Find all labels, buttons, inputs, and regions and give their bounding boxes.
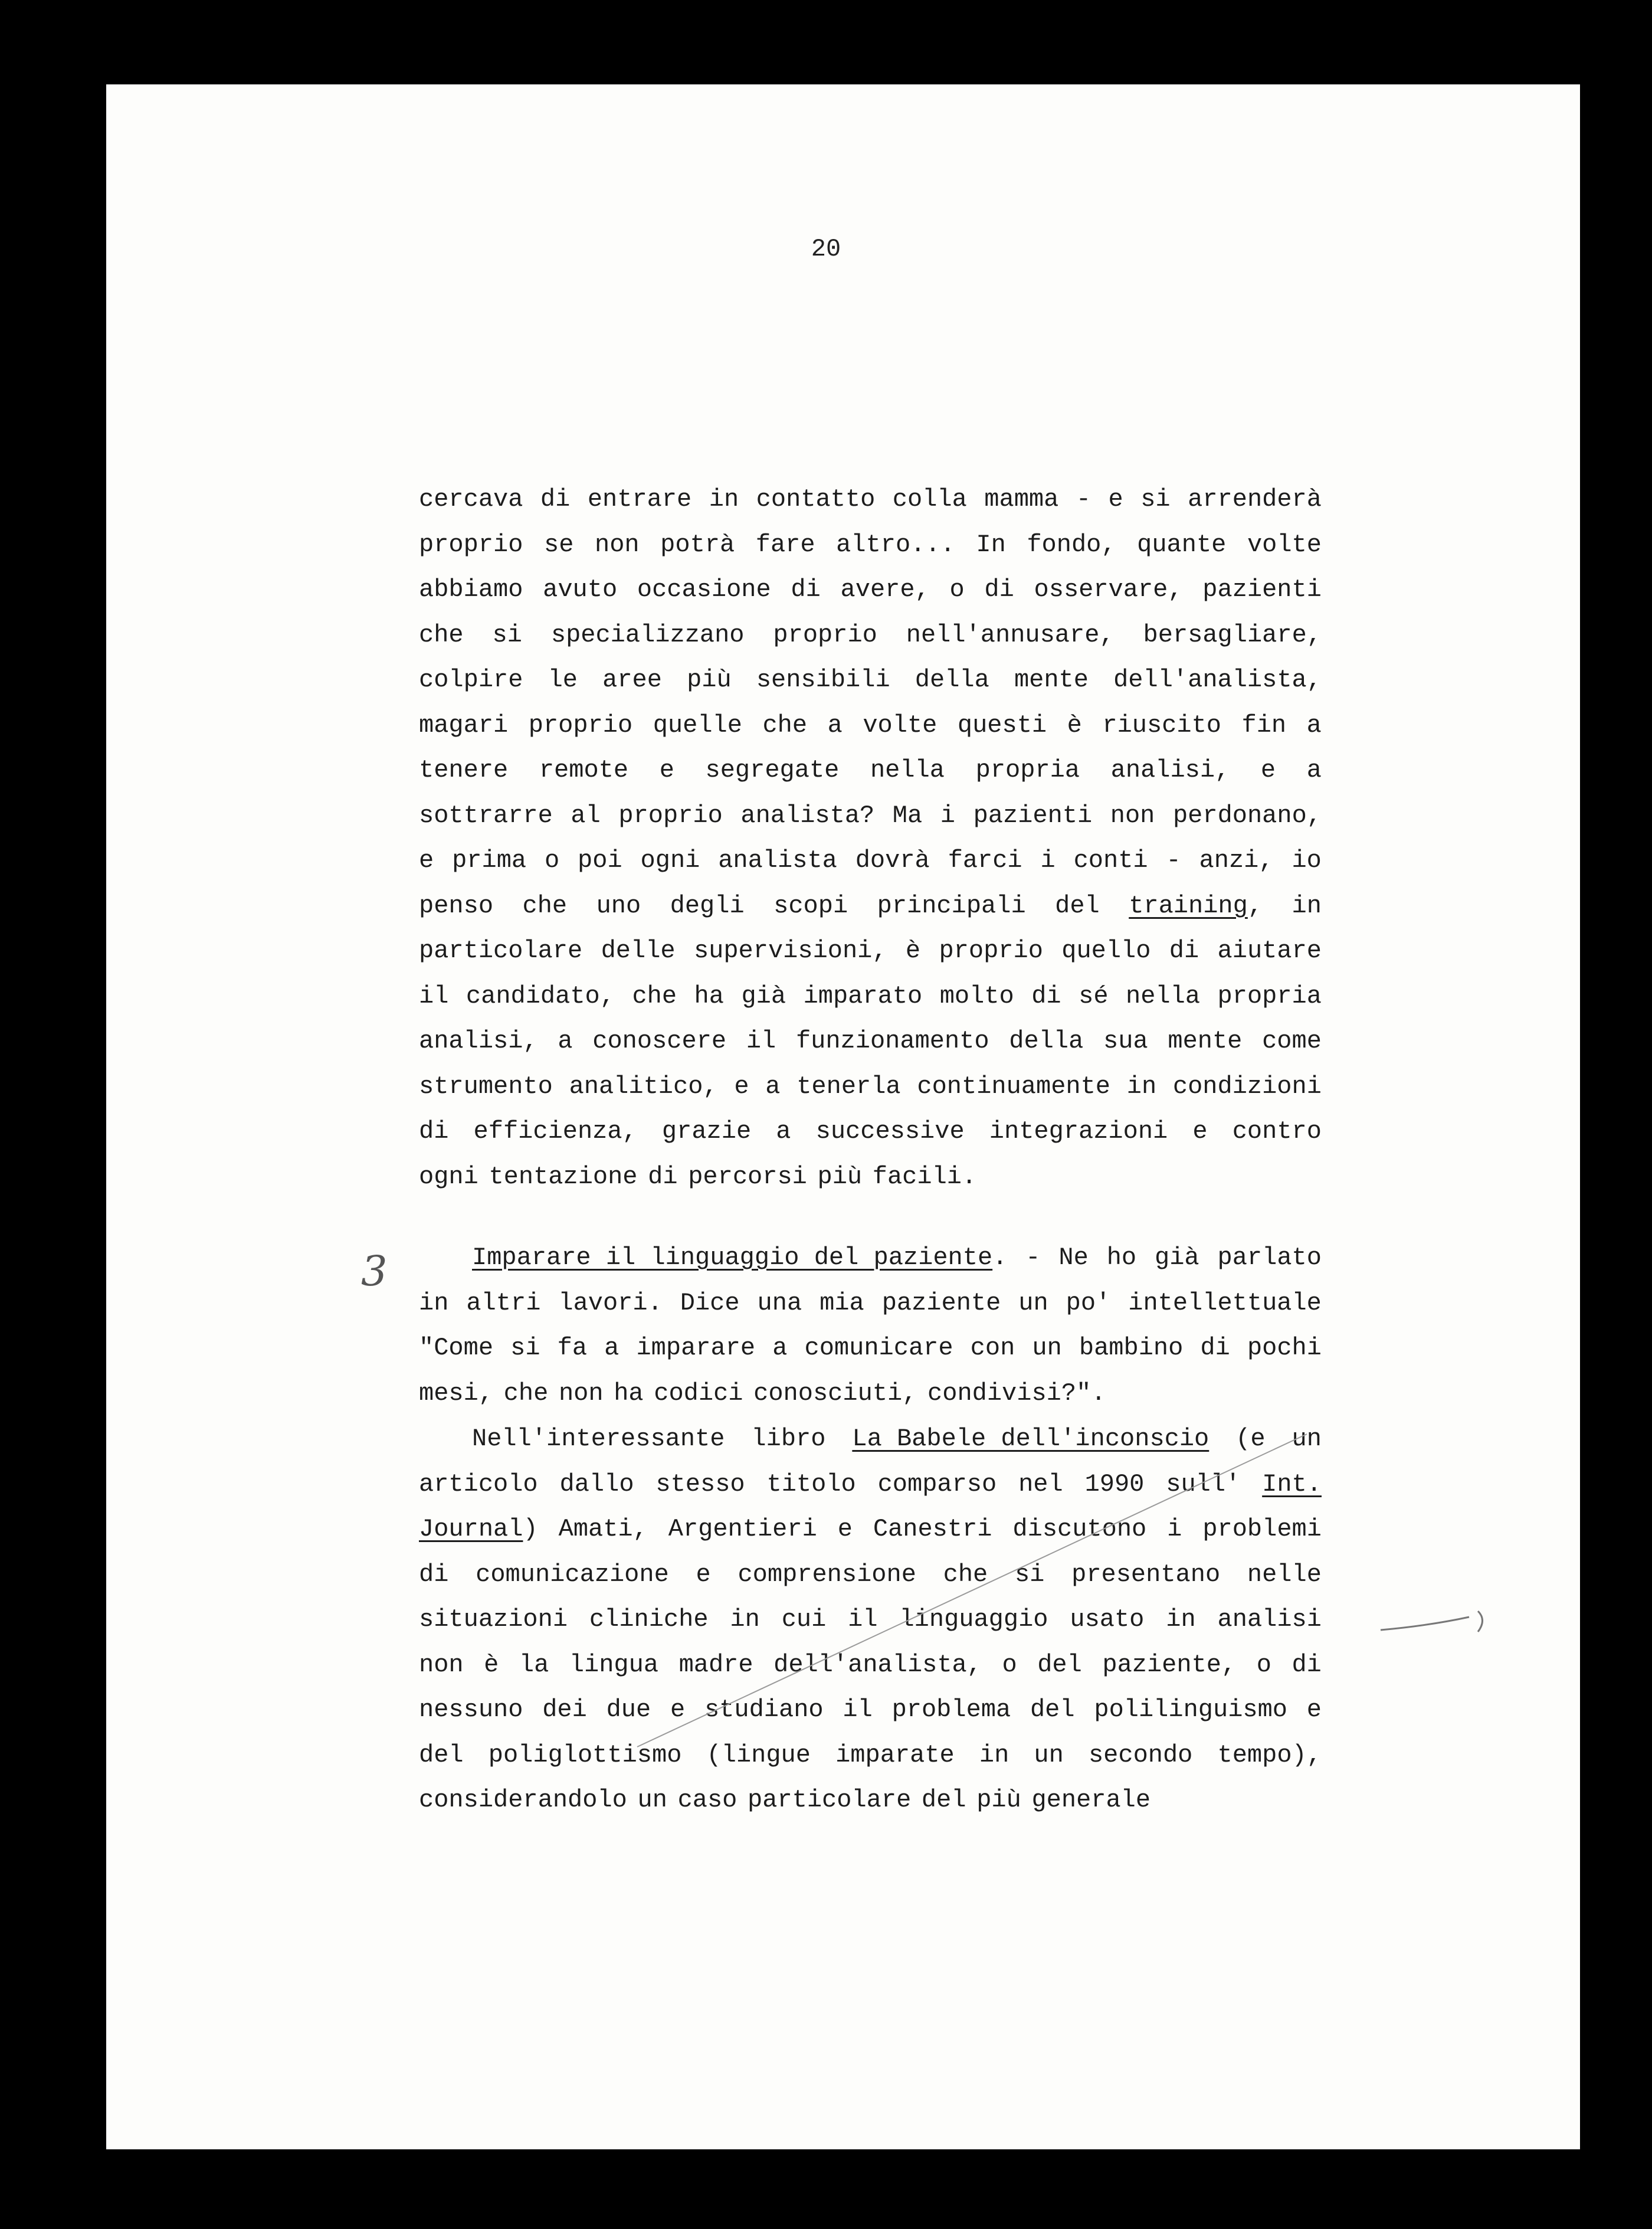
word: mente [1168,1027,1243,1055]
word: imparato [803,981,923,1010]
word: condivisi?". [927,1379,1106,1408]
word: titolo [766,1469,856,1498]
word: tenere [419,756,509,784]
word: scopi [773,891,848,920]
word: ha [694,981,724,1010]
word: propria [975,756,1080,784]
word: della [914,666,989,694]
paragraph-2 [419,1235,1322,1416]
word: di [540,485,571,513]
word: (e [1235,1425,1266,1453]
text-line [419,1154,1322,1200]
word: non [594,530,640,559]
word: al [571,801,601,830]
word: i [1040,846,1056,875]
text-line [419,657,1322,703]
word: nella [870,756,945,784]
text-line [419,838,1322,883]
word: poi [578,846,622,875]
word: quante [1137,530,1227,559]
word: sottrarre [419,801,553,830]
word: fondo, [1027,530,1116,559]
word: comparso [877,1469,997,1498]
word: Argentieri [668,1515,817,1543]
word: degli [670,891,745,920]
word: occasione [637,575,771,604]
word: che [632,981,677,1010]
word: dallo [559,1469,634,1498]
word: sensibili [756,666,890,694]
word: situazioni [419,1605,568,1634]
word: e [670,1696,686,1724]
word: segregate [705,756,840,784]
word: nella [1126,981,1201,1010]
word: imparare [636,1334,756,1362]
word: ogni [640,846,700,875]
word: ogni [419,1162,478,1191]
text-line [419,1507,1322,1552]
word: condizioni [1172,1072,1322,1101]
word: fare [755,530,815,559]
word: discutono [1012,1515,1147,1543]
underlined-text: Imparare il linguaggio del paziente [472,1243,993,1272]
word: si [510,1334,540,1362]
word: di [1200,1334,1230,1362]
word: dovrà [855,846,930,875]
word: due [606,1696,651,1724]
word: remote [539,756,629,784]
word: analitico, [569,1072,718,1101]
word: e [419,846,434,875]
word: non [1110,801,1155,830]
word: di [791,575,821,604]
word: come [1262,1027,1322,1055]
word: linguaggio [899,1605,1048,1634]
word: aree [602,666,662,694]
word: madre [678,1650,753,1679]
text-line [419,703,1322,748]
word: problema [891,1696,1011,1724]
word: cui [781,1605,827,1634]
word: della [1009,1027,1084,1055]
word: se [544,530,574,559]
word: analisi, [1110,756,1230,784]
word: più [687,666,732,694]
word: del [1037,1650,1082,1679]
text-line [419,613,1322,658]
word: integrazioni [989,1117,1168,1145]
word: il [848,1605,878,1634]
word: un [637,1786,667,1814]
word: efficienza, [473,1117,637,1145]
word: non [419,1650,464,1679]
word: problemi [1202,1515,1322,1543]
word: del [419,1740,464,1769]
word: è [484,1650,499,1679]
word: (lingue [706,1740,811,1769]
word: codici [654,1379,743,1408]
word: molto [939,981,1014,1010]
word: conosciuti, [753,1379,917,1408]
underlined-title [852,1416,1209,1462]
word: conoscere [592,1027,727,1055]
word: avuto [543,575,618,604]
paragraph-3 [419,1416,1322,1823]
word: i [940,801,955,830]
text-line [419,1416,1322,1462]
word: del [1055,891,1100,920]
word: cliniche [589,1605,709,1634]
word: sull' [1166,1469,1241,1498]
word: In [976,530,1006,559]
text-line [419,974,1322,1019]
word: il [843,1696,873,1724]
word: contatto [756,485,876,513]
word: colpire [419,666,523,694]
text-line [419,522,1322,568]
word: uno [596,891,641,920]
word: conti [1073,846,1148,875]
word: lingua [569,1650,659,1679]
word: analista [718,846,837,875]
word: analisi, [419,1027,538,1055]
text-line [419,1552,1322,1598]
word: entrare [587,485,692,513]
word: più [817,1162,863,1191]
word: un [1032,1334,1062,1362]
text-line [419,1109,1322,1154]
word: un [1292,1425,1322,1453]
text-line [419,1064,1322,1109]
word: particolare [748,1786,912,1814]
word: poliglottismo [488,1740,682,1769]
word: avere, [840,575,930,604]
word: a [772,1334,788,1362]
word: la [519,1650,549,1679]
word: Ne [1058,1243,1089,1272]
word: articolo [419,1469,538,1498]
word: già [1155,1243,1199,1272]
word: strumento [419,1072,553,1101]
word: supervisioni, [693,937,887,965]
text-line [419,883,1322,929]
word: candidato, [466,981,615,1010]
word: di [648,1162,678,1191]
word: pazienti [1202,575,1322,604]
word: nelle [1247,1560,1322,1589]
word: una [757,1288,802,1317]
word: tentazione [489,1162,638,1191]
word: questi [957,711,1047,739]
word: a [1306,756,1322,784]
word: che [762,711,808,739]
word: a [1306,711,1322,739]
word: abbiamo [419,575,523,604]
text-line [419,1597,1322,1642]
word: quelle [653,711,742,739]
underlined-text: Journal [419,1515,523,1543]
word: o [544,846,560,875]
word: riuscito [1102,711,1221,739]
word: potrà [660,530,735,559]
text-line [419,928,1322,974]
word: e [1306,1696,1322,1724]
word: ha [614,1379,644,1408]
word: Ma [892,801,923,830]
word: di [984,575,1014,604]
word: proprio [419,530,523,559]
word: o [1256,1650,1271,1679]
word: il [746,1027,776,1055]
word: perdonano, [1172,801,1322,830]
word: proprio [528,711,633,739]
word: pochi [1247,1334,1322,1362]
word: proprio [773,620,877,649]
word: a [765,1072,781,1101]
word: propria [1217,981,1322,1010]
paragraph-1 [419,477,1322,1199]
word: quello [1061,937,1151,965]
word: colla [892,485,967,513]
word: e [734,1072,749,1101]
underlined-title [1262,1462,1322,1507]
word: proprio [939,937,1043,965]
word: fin [1241,711,1287,739]
word: a [558,1027,573,1055]
word: di [1031,981,1061,1010]
text-line [419,1371,1322,1416]
word: caso [677,1786,738,1814]
word: fa [557,1334,588,1362]
text-line [419,1462,1322,1507]
word: mesi, [419,1379,494,1408]
word: non [558,1379,604,1408]
word: in [1126,1072,1157,1101]
word: considerandolo [419,1786,627,1814]
underlined-title: training, [1129,891,1263,920]
text-line [419,748,1322,793]
word: libro [751,1425,826,1453]
word: che [419,620,464,649]
word: - [1025,1243,1041,1272]
word: contro [1232,1117,1322,1145]
text-line [419,1642,1322,1688]
word: bambino [1079,1334,1184,1362]
underlined-title: Imparare il linguaggio del paziente. [472,1243,1008,1272]
word: a [827,711,843,739]
word: studiano [704,1696,824,1724]
word: parlato [1217,1243,1322,1272]
underlined-text: Int. [1262,1469,1322,1498]
word: con [970,1334,1015,1362]
word: comunicazione [476,1560,669,1589]
word: dell'analista, [773,1650,982,1679]
word: delle [601,937,676,965]
text-line [419,1235,1322,1281]
word: nessuno [419,1696,523,1724]
word: e [1108,485,1123,513]
word: arrenderà [1188,485,1322,513]
word: altro... [836,530,955,559]
word: intellettuale [1128,1288,1322,1317]
word: si [492,620,522,649]
word: si [1140,485,1171,513]
word: sé [1079,981,1109,1010]
word: che [522,891,568,920]
word: volte [1247,530,1322,559]
word: cercava [419,485,523,513]
text-line [419,1778,1322,1823]
word: aiutare [1217,937,1322,965]
word: di [419,1117,449,1145]
word: e [1192,1117,1208,1145]
page-number: 20 [811,235,841,263]
word: in [709,485,739,513]
word: analisi [1217,1605,1322,1634]
word: continuamente [917,1072,1111,1101]
word: po' [1066,1288,1111,1317]
word: specializzano [550,620,745,649]
word: dell'analista, [1113,666,1322,694]
word: prima [452,846,527,875]
underlined-text: La Babele dell'inconscio [852,1425,1210,1453]
word: io [1292,846,1322,875]
word: già [741,981,786,1010]
word: in [730,1605,760,1634]
word: grazie [661,1117,752,1145]
word: Canestri [873,1515,992,1543]
word: in [979,1740,1009,1769]
word: un [1018,1288,1048,1317]
word: sua [1103,1027,1148,1055]
word: altri [466,1288,541,1317]
word: polilinguismo [1094,1696,1288,1724]
word: che [503,1379,549,1408]
text-line [419,1733,1322,1778]
text-line [419,1325,1322,1371]
text-line [419,567,1322,613]
word: Dice [680,1288,740,1317]
word: che [943,1560,988,1589]
word: di [1292,1650,1322,1679]
word: secondo [1088,1740,1193,1769]
word: un [1034,1740,1064,1769]
word: comprensione [738,1560,916,1589]
word: nel [1018,1469,1063,1498]
word: tempo), [1217,1740,1322,1769]
word: più [976,1786,1021,1814]
word: e [1260,756,1276,784]
word: mamma [984,485,1059,513]
word: magari [419,711,509,739]
word: anzi, [1199,846,1274,875]
underlined-text: training [1129,891,1248,920]
word: volte [863,711,938,739]
word: i [1167,1515,1182,1543]
word: in [1292,891,1322,920]
word: mia [820,1288,864,1317]
text-line [419,1019,1322,1064]
word: nell'annusare, [906,620,1115,649]
word: farci [948,846,1022,875]
word: mente [1014,666,1089,694]
word: in [1166,1605,1196,1634]
text-line [419,1281,1322,1326]
word: Nell'interessante [472,1425,725,1453]
word: di [1169,937,1199,965]
word: pazienti [973,801,1093,830]
word: imparate [835,1740,955,1769]
word: lavori. [558,1288,663,1317]
word: presentano [1071,1560,1221,1589]
word: e [696,1560,711,1589]
word: del [921,1786,966,1814]
word: paziente [881,1288,1001,1317]
word: il [419,981,449,1010]
word: o [1002,1650,1017,1679]
word: del [1030,1696,1075,1724]
text-line [419,1687,1322,1733]
word: a [776,1117,791,1145]
text-line [419,477,1322,522]
word: "Come [419,1334,494,1362]
word: - [1166,846,1181,875]
underlined-title: Journal) [419,1515,538,1543]
word: proprio [618,801,723,830]
margin-note-number: 3 [361,1247,388,1295]
word: 1990 [1084,1469,1145,1498]
word: analista? [740,801,875,830]
word: generale [1031,1786,1151,1814]
word: Amati, [558,1515,648,1543]
word: penso [419,891,494,920]
word: e [837,1515,853,1543]
word: bersagliare, [1143,620,1322,649]
word: percorsi [688,1162,807,1191]
word: ho [1106,1243,1137,1272]
text-line [419,793,1322,839]
word: è [905,937,921,965]
word: facili. [872,1162,977,1191]
word: a [604,1334,620,1362]
word: stesso [655,1469,745,1498]
word: si [1014,1560,1045,1589]
word: usato [1070,1605,1145,1634]
word: principali [877,891,1026,920]
word: paziente, [1102,1650,1237,1679]
word: - [1076,485,1092,513]
word: o [949,575,965,604]
word: comunicare [804,1334,953,1362]
word: dei [542,1696,587,1724]
word: le [548,666,578,694]
word: tenerla [796,1072,901,1101]
word: successive [815,1117,965,1145]
word: osservare, [1034,575,1183,604]
word: di [419,1560,449,1589]
word: in [419,1288,449,1317]
word: e [659,756,674,784]
word: è [1067,711,1082,739]
word: funzionamento [795,1027,989,1055]
word: particolare [419,937,583,965]
